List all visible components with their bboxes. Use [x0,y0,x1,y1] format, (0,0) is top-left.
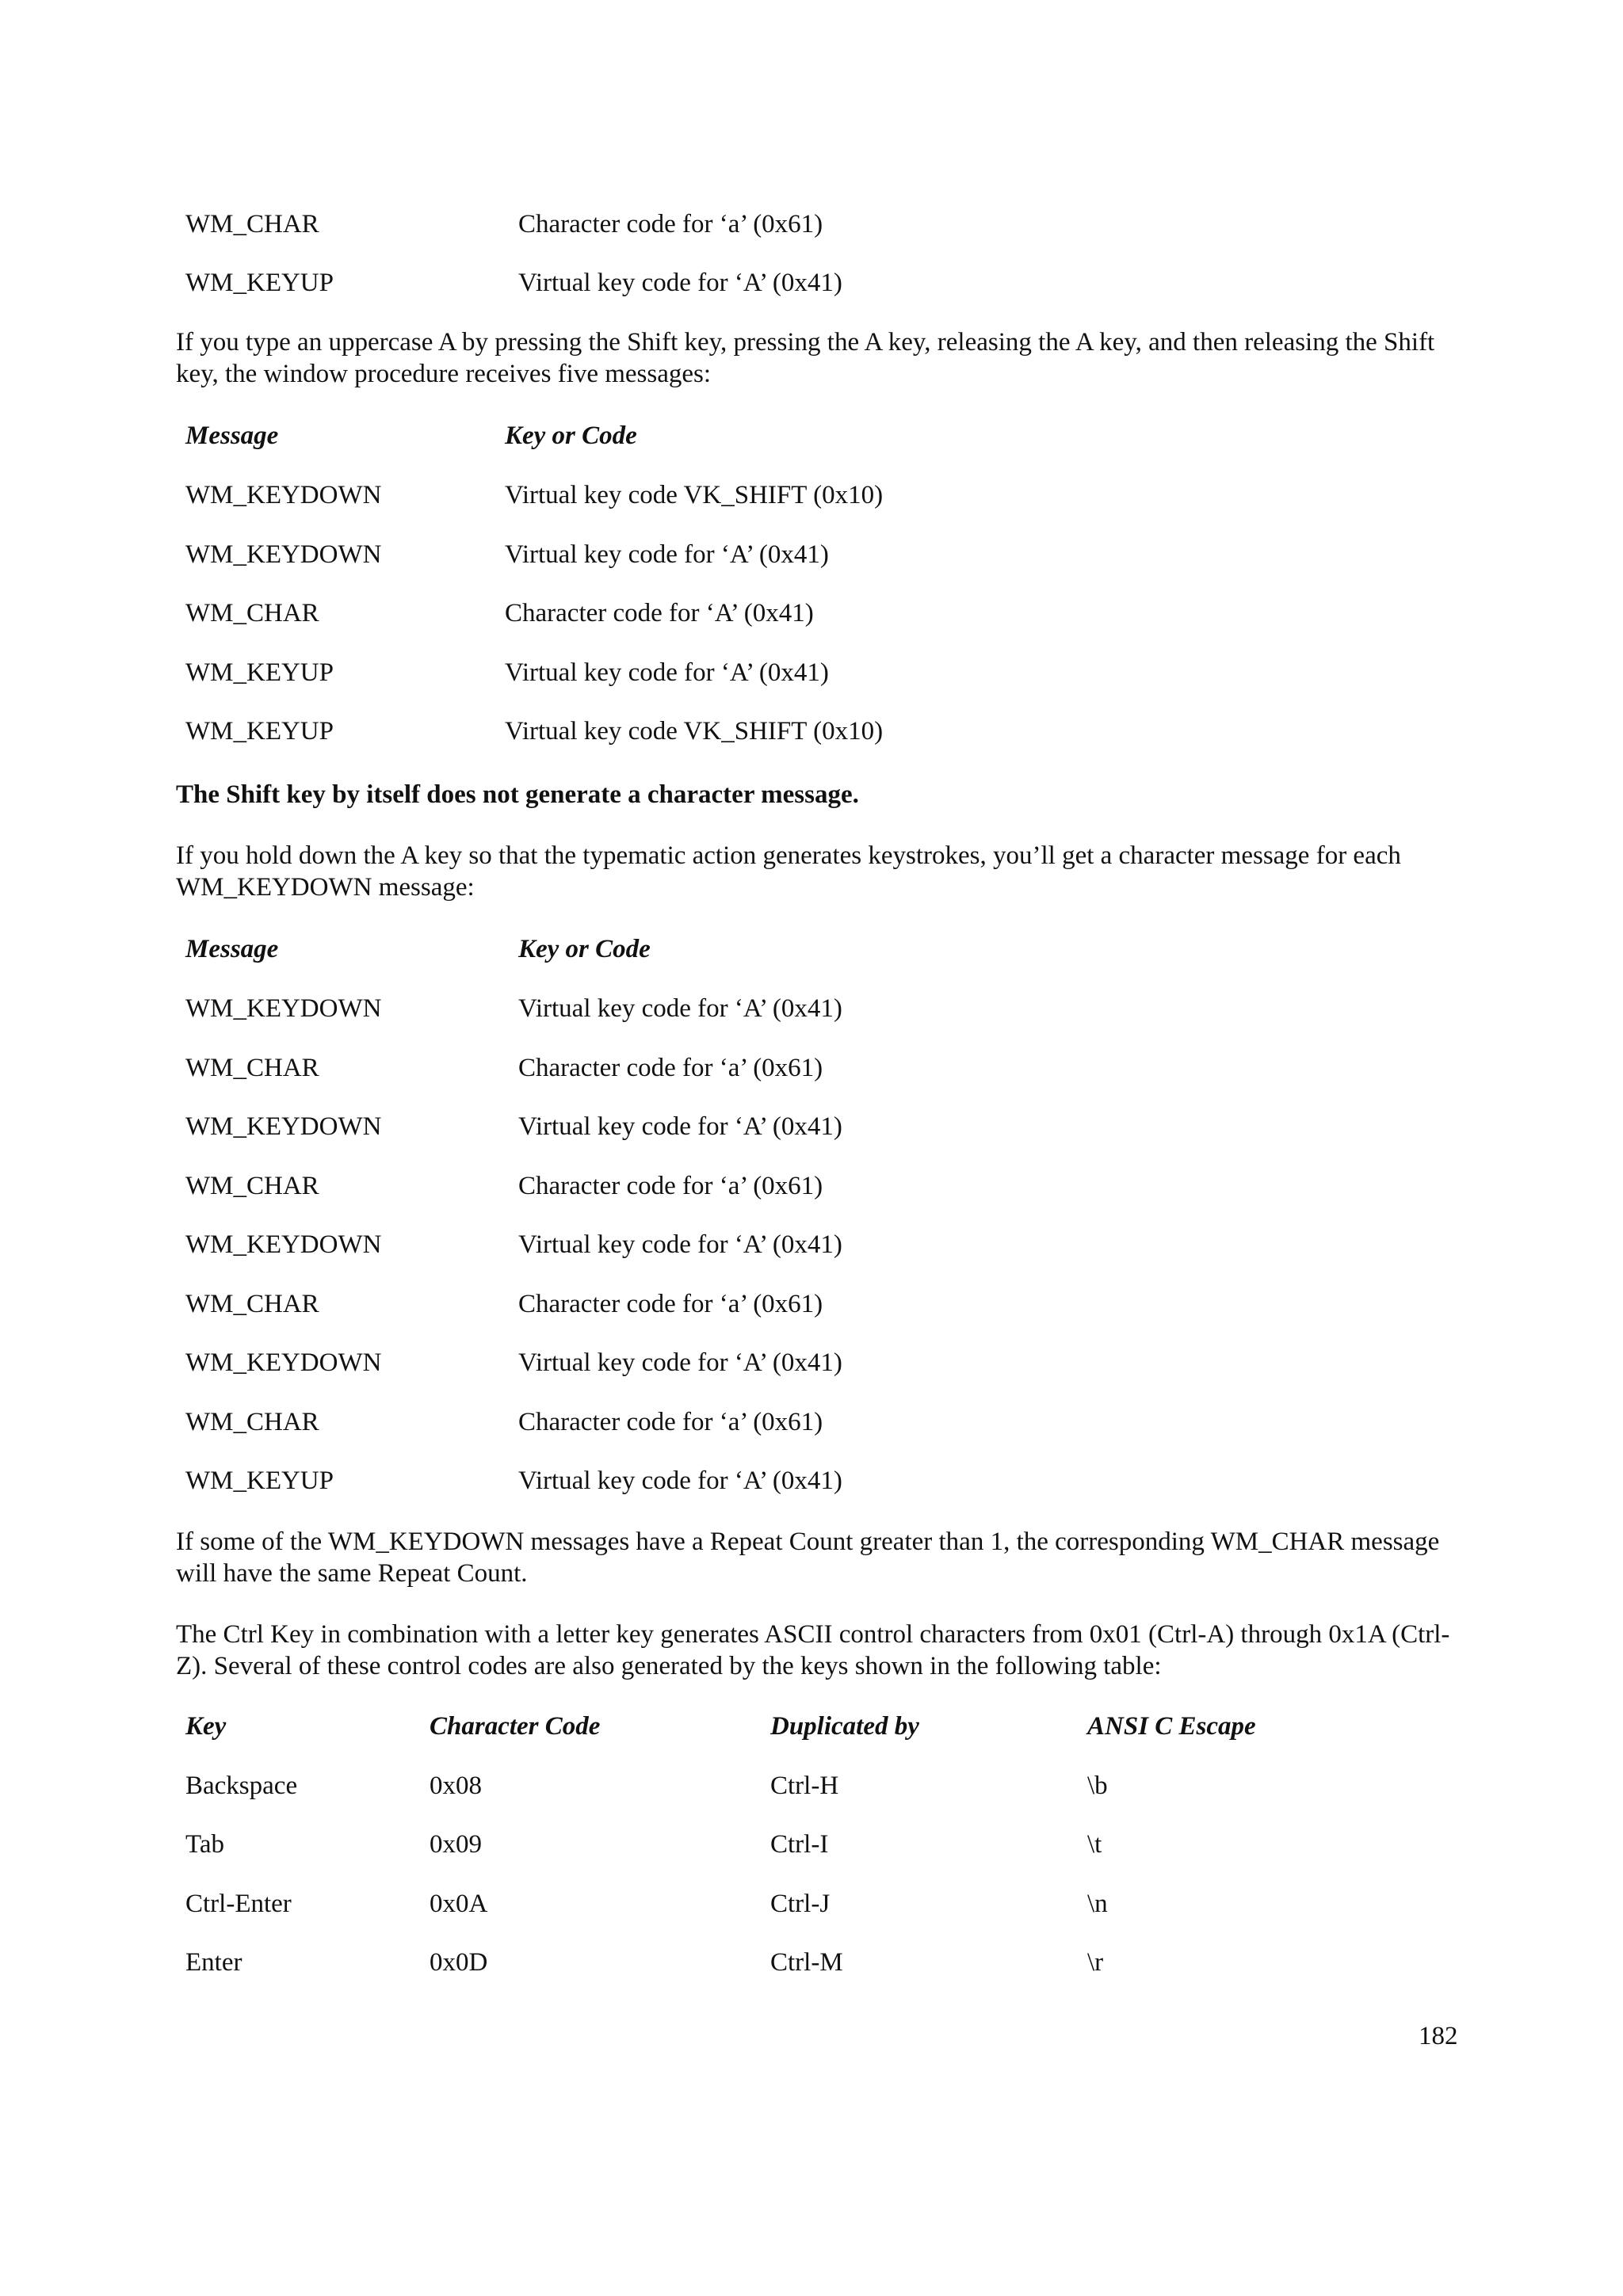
message-cell: WM_KEYDOWN [185,1112,382,1141]
code-cell: Virtual key code VK_SHIFT (0x10) [505,481,884,509]
duplicated-cell: Ctrl-I [770,1830,829,1859]
code-cell: Character code for ‘a’ (0x61) [518,1290,823,1318]
header-ansi-c-escape: ANSI C Escape [1087,1712,1256,1741]
code-cell: Virtual key code for ‘A’ (0x41) [518,269,842,297]
message-cell: WM_KEYDOWN [185,1348,382,1377]
escape-cell: \r [1087,1948,1104,1977]
page-number: 182 [1419,2022,1458,2050]
code-cell: Character code for ‘a’ (0x61) [518,1408,823,1436]
code-cell: Virtual key code for ‘A’ (0x41) [518,1112,842,1141]
code-cell: Character code for ‘a’ (0x61) [518,1054,823,1082]
header-duplicated-by: Duplicated by [770,1712,919,1741]
header-key-or-code: Key or Code [505,421,637,450]
message-cell: WM_CHAR [185,1172,319,1200]
code-cell: Character code for ‘a’ (0x61) [518,1172,823,1200]
paragraph: The Ctrl Key in combination with a letter key generates ASCII control characters from 0x01 (Ctrl-A) through 0x1A (Ctrl-Z). Several of these control codes are also generated by the keys shown in the following table: [176,1620,1450,1681]
escape-cell: \t [1087,1830,1102,1859]
code-cell: Virtual key code for ‘A’ (0x41) [518,1348,842,1377]
code-cell: Virtual key code for ‘A’ (0x41) [518,1466,842,1495]
header-key: Key [185,1712,227,1741]
char-code-cell: 0x08 [430,1772,482,1800]
code-cell: Virtual key code for ‘A’ (0x41) [518,1230,842,1259]
message-cell: WM_KEYUP [185,717,334,746]
code-cell: Character code for ‘A’ (0x41) [505,599,814,627]
code-cell: Virtual key code VK_SHIFT (0x10) [505,717,884,746]
message-cell: WM_KEYDOWN [185,1230,382,1259]
message-cell: WM_CHAR [185,1408,319,1436]
escape-cell: \b [1087,1772,1108,1800]
message-cell: WM_KEYDOWN [185,994,382,1023]
code-cell: Virtual key code for ‘A’ (0x41) [518,994,842,1023]
message-cell: WM_CHAR [185,1054,319,1082]
header-key-or-code: Key or Code [518,935,651,963]
char-code-cell: 0x0D [430,1948,488,1977]
header-message: Message [185,421,279,450]
message-cell: WM_CHAR [185,599,319,627]
bold-note: The Shift key by itself does not generate a character message. [176,780,859,809]
code-cell: Character code for ‘a’ (0x61) [518,210,823,238]
duplicated-cell: Ctrl-M [770,1948,843,1977]
code-cell: Virtual key code for ‘A’ (0x41) [505,658,829,687]
code-cell: Virtual key code for ‘A’ (0x41) [505,540,829,569]
paragraph: If you type an uppercase A by pressing the Shift key, pressing the A key, releasing the A key, and then releasing the Shift key, the window procedure receives five messages: [176,328,1435,389]
message-cell: WM_KEYUP [185,658,334,687]
duplicated-cell: Ctrl-J [770,1890,831,1918]
message-cell: WM_CHAR [185,1290,319,1318]
message-cell: WM_CHAR [185,210,319,238]
message-cell: WM_KEYUP [185,1466,334,1495]
escape-cell: \n [1087,1890,1108,1918]
duplicated-cell: Ctrl-H [770,1772,839,1800]
paragraph: If some of the WM_KEYDOWN messages have a Repeat Count greater than 1, the corresponding WM_CHAR message will have the same Repeat Count. [176,1527,1440,1589]
char-code-cell: 0x0A [430,1890,488,1918]
paragraph: If you hold down the A key so that the typematic action generates keystrokes, you’ll get a character message for each WM_KEYDOWN message: [176,841,1401,902]
key-cell: Enter [185,1948,242,1977]
message-cell: WM_KEYDOWN [185,481,382,509]
header-message: Message [185,935,279,963]
header-character-code: Character Code [430,1712,601,1741]
char-code-cell: 0x09 [430,1830,482,1859]
key-cell: Ctrl-Enter [185,1890,292,1918]
key-cell: Backspace [185,1772,298,1800]
message-cell: WM_KEYUP [185,269,334,297]
message-cell: WM_KEYDOWN [185,540,382,569]
key-cell: Tab [185,1830,225,1859]
